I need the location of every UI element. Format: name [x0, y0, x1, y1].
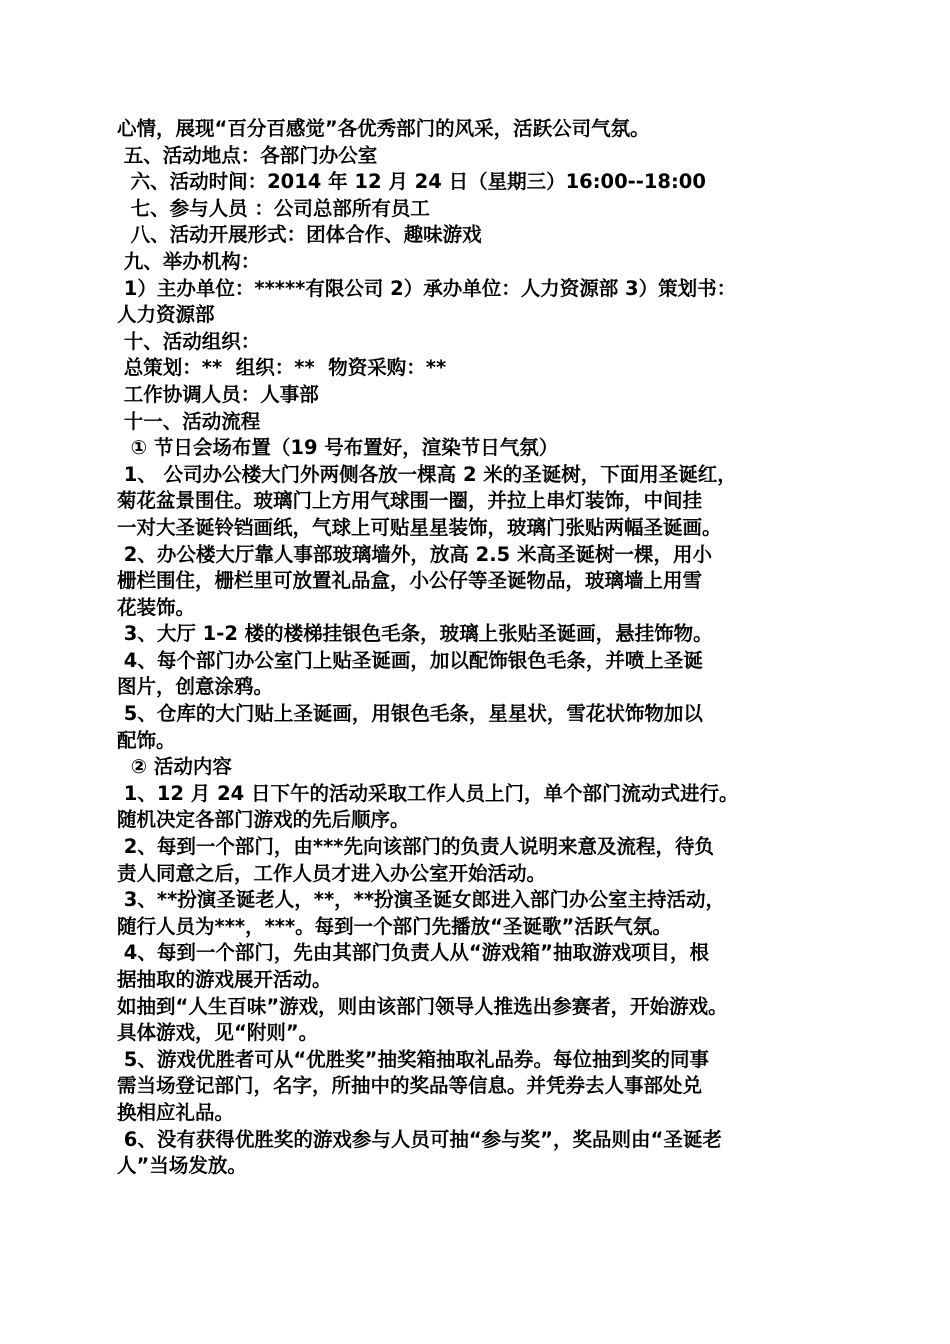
text-line: 据抽取的游戏展开活动。	[117, 968, 332, 991]
text-line: 人”当场发放。	[117, 1154, 247, 1178]
text-line: 1、12 月 24 日下午的活动采取工作人员上门，单个部门流动式进行。	[117, 781, 739, 805]
text-line: 随行人员为***，***。每到一个部门先播放“圣诞歌”活跃气氛。	[117, 914, 672, 938]
text-line: 换相应礼品。	[117, 1100, 235, 1124]
text-line: 总策划：** 组织：** 物资采购：**	[117, 356, 447, 380]
text-line: 一对大圣诞铃铛画纸，气球上可贴星星装饰，玻璃门张贴两幅圣诞画。	[117, 515, 722, 539]
text-line: 六、活动时间：2014 年 12 月 24 日（星期三）16:00--18:00	[117, 170, 706, 194]
text-line: 4、每到一个部门，先由其部门负责人从“游戏箱”抽取游戏项目，根	[117, 941, 709, 965]
text-line: 人力资源部	[117, 303, 215, 327]
text-line: 需当场登记部门，名字，所抽中的奖品等信息。并凭券去人事部处兑	[117, 1074, 703, 1098]
text-line: 九、举办机构：	[117, 249, 261, 273]
text-line: 具体游戏，见“附则”。	[117, 1021, 319, 1045]
text-line: 5、游戏优胜者可从“优胜奖”抽奖箱抽取礼品券。每位抽到奖的同事	[117, 1047, 709, 1071]
text-line: 2、每到一个部门，由***先向该部门的负责人说明来意及流程，待负	[117, 835, 714, 859]
text-line: 2、办公楼大厅靠人事部玻璃墙外，放高 2.5 米高圣诞树一棵，用小	[117, 542, 712, 566]
text-line: 花装饰。	[117, 595, 196, 619]
text-line: ① 节日会场布置（19 号布置好，渲染节日气氛）	[117, 436, 559, 460]
text-line: 3、大厅 1-2 楼的楼梯挂银色毛条，玻璃上张贴圣诞画，悬挂饰物。	[117, 622, 713, 646]
text-line: 五、活动地点：各部门办公室	[117, 143, 378, 167]
text-line: 1）主办单位：*****有限公司 2）承办单位：人力资源部 3）策划书：	[117, 276, 737, 300]
text-line: 七、参与人员 ：公司总部所有员工	[117, 196, 430, 220]
text-line: 随机决定各部门游戏的先后顺序。	[117, 808, 410, 832]
text-line: 1、 公司办公楼大门外两侧各放一棵高 2 米的圣诞树，下面用圣诞红，	[117, 462, 737, 486]
text-line: 如抽到“人生百味”游戏，则由该部门领导人推选出参赛者，开始游戏。	[117, 994, 728, 1018]
text-line: 八、活动开展形式：团体合作、趣味游戏	[117, 223, 482, 247]
text-line: 4、每个部门办公室门上贴圣诞画，加以配饰银色毛条，并喷上圣诞	[117, 648, 703, 672]
document-body	[117, 116, 847, 1180]
text-line: 5、仓库的大门贴上圣诞画，用银色毛条，星星状，雪花状饰物加以	[117, 702, 703, 726]
text-line: 3、**扮演圣诞老人，**，**扮演圣诞女郎进入部门办公室主持活动，	[117, 888, 726, 912]
text-line: 6、没有获得优胜奖的游戏参与人员可抽“参与奖”，奖品则由“圣诞老	[117, 1127, 722, 1151]
text-line: 十、活动组织：	[117, 329, 261, 353]
text-line: 菊花盆景围住。玻璃门上方用气球围一圈，并拉上串灯装饰，中间挂	[117, 489, 703, 513]
text-line: 图片，创意涂鸦。	[117, 675, 274, 699]
text-line: 配饰。	[117, 728, 176, 752]
text-line: 责人同意之后，工作人员才进入办公室开始活动。	[117, 861, 547, 885]
text-line: 栅栏围住，栅栏里可放置礼品盒，小公仔等圣诞物品，玻璃墙上用雪	[117, 569, 703, 593]
text-line: 十一、活动流程	[117, 409, 261, 433]
text-line: ② 活动内容	[117, 755, 232, 779]
text-line: 工作协调人员：人事部	[117, 382, 319, 406]
text-line: 心情，展现“百分百感觉”各优秀部门的风采，活跃公司气氛。	[117, 117, 650, 140]
